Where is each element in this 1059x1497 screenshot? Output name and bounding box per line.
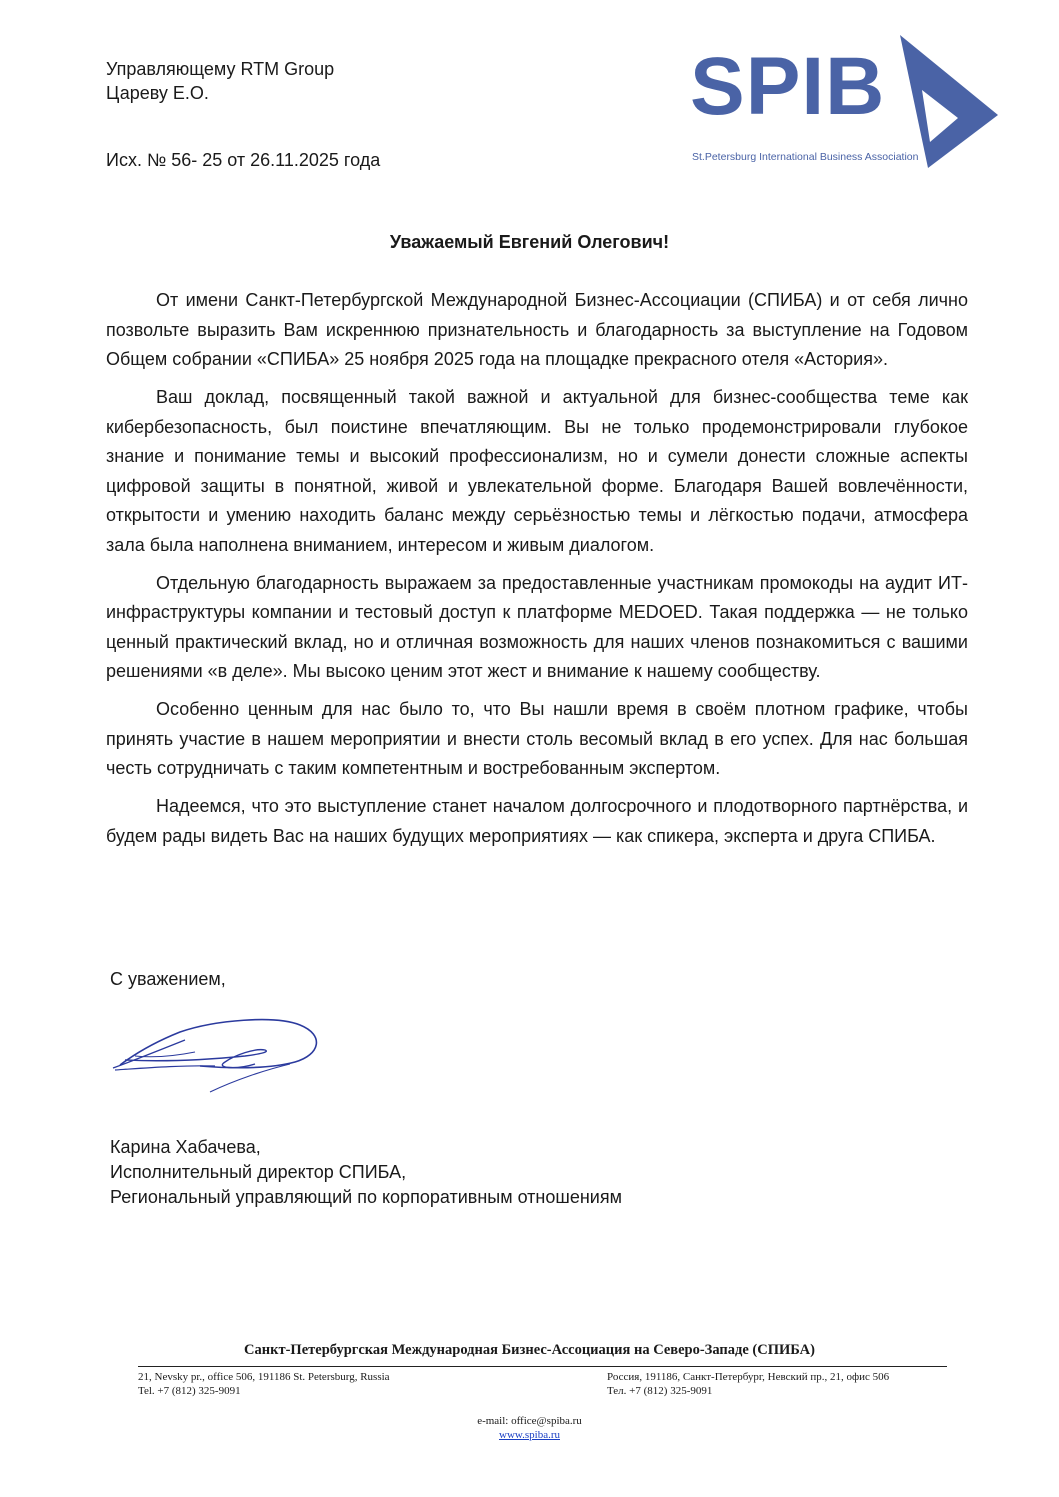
closing-phrase: С уважением,: [110, 969, 226, 989]
addressee-line-1: Управляющему RTM Group: [106, 59, 335, 79]
letter-body: [106, 286, 968, 860]
addressee-block: [106, 57, 334, 105]
signer-title-1: Исполнительный директор СПИБА,: [110, 1162, 407, 1182]
outgoing-number: Исх. № 56- 25 от 26.11.2025 года: [106, 150, 381, 170]
handwritten-signature: [105, 1010, 335, 1110]
signer-block: [110, 1135, 622, 1210]
footer-divider: [138, 1366, 947, 1367]
footer-address-en-line: 21, Nevsky pr., office 506, 191186 St. Petersburg, Russia: [138, 1371, 390, 1383]
footer-contacts: [0, 1414, 1059, 1442]
footer-website-link[interactable]: www.spiba.ru: [499, 1429, 560, 1441]
addressee-line-2: Цареву Е.О.: [106, 83, 209, 103]
footer-email: e-mail: office@spiba.ru: [477, 1415, 582, 1427]
signer-title-2: Региональный управляющий по корпоративным отношениям: [110, 1187, 622, 1207]
paragraph-4: Особенно ценным для нас было то, что Вы нашли время в своём плотном графике, чтобы принять участие в нашем мероприятии и внести столь весомый вклад в его успех. Для нас большая честь сотрудничать с таким компетентным и востребованным экспертом.: [106, 699, 968, 778]
footer-title: Санкт-Петербургская Международная Бизнес-Ассоциация на Северо-Западе (СПИБА): [244, 1342, 815, 1358]
footer-address-en: [138, 1370, 390, 1398]
salutation: Уважаемый Евгений Олегович!: [389, 232, 670, 252]
footer-address-ru: [607, 1370, 889, 1398]
footer-address-ru-line: Россия, 191186, Санкт-Петербург, Невский пр., 21, офис 506: [607, 1371, 890, 1383]
spiba-logo: [690, 30, 1000, 175]
paragraph-1: От имени Санкт-Петербургской Международной Бизнес-Ассоциации (СПИБА) и от себя лично позвольте выразить Вам искреннюю признательность и благодарность за выступление на Годовом Общем собрании «СПИБА» 25 ноября 2025 года на площадке прекрасного отеля «Астория».: [106, 290, 968, 369]
logo-subtitle: St.Petersburg International Business Association: [692, 151, 919, 163]
paragraph-2: Ваш доклад, посвященный такой важной и актуальной для бизнес-сообщества теме как кибербезопасность, был поистине впечатляющим. Вы не только продемонстрировали глубокое знание и понимание темы и высокий профессионализм, но и сумели донести сложные аспекты цифровой защиты в понятной, живой и увлекательной форме. Благодаря Вашей вовлечённости, открытости и умению находить баланс между серьёзностью темы и лёгкостью подачи, атмосфера зала была наполнена вниманием, интересом и живым диалогом.: [106, 387, 968, 555]
signer-name: Карина Хабачева,: [110, 1137, 261, 1157]
footer-phone-en: Tel. +7 (812) 325-9091: [138, 1385, 241, 1397]
logo-wordmark: SPIB: [690, 41, 886, 132]
paragraph-5: Надеемся, что это выступление станет началом долгосрочного и плодотворного партнёрства, и будем рады видеть Вас на наших будущих мероприятиях — как спикера, эксперта и друга СПИБА.: [106, 796, 968, 846]
footer-phone-ru: Тел. +7 (812) 325-9091: [607, 1385, 713, 1397]
paragraph-3: Отдельную благодарность выражаем за предоставленные участникам промокоды на аудит ИТ-инфраструктуры компании и тестовый доступ к платформе MEDOED. Такая поддержка — не только ценный практический вклад, но и отличная возможность для наших членов познакомиться с вашими решениями «в деле». Мы высоко ценим этот жест и внимание к нашему сообществу.: [106, 572, 968, 681]
